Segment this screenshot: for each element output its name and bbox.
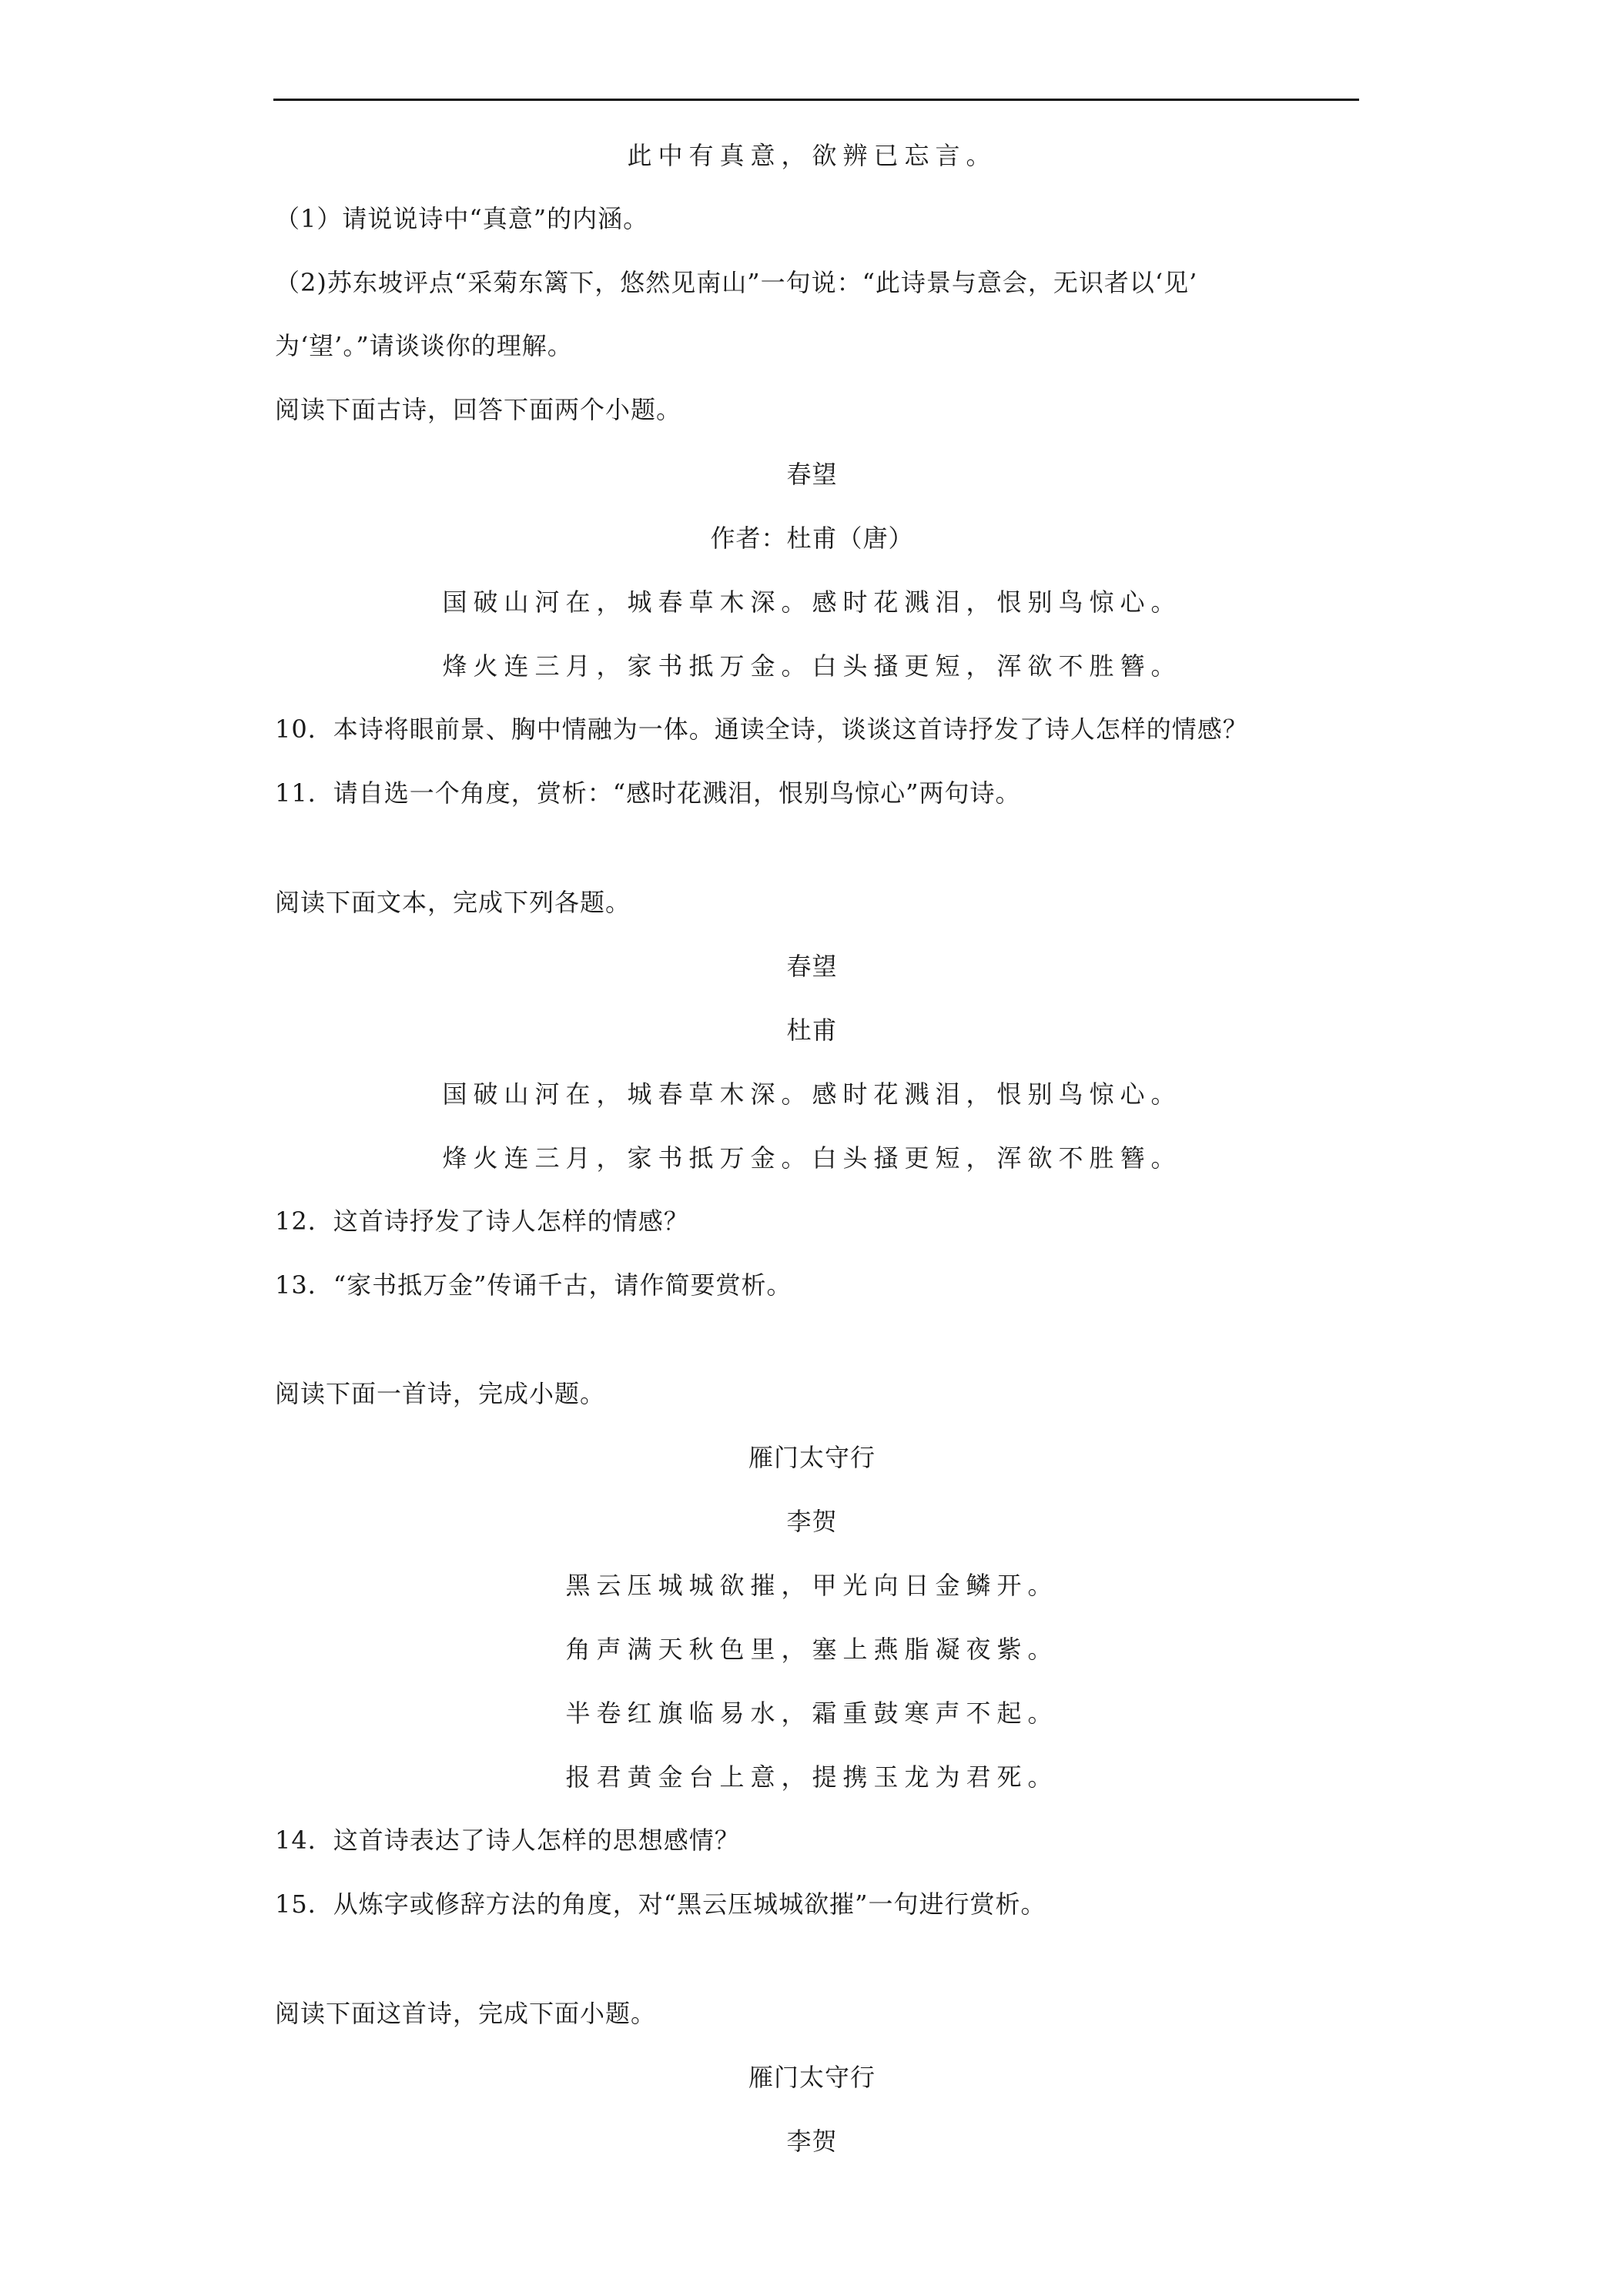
question-11: 11．请自选一个角度，赏析：“感时花溅泪，恨别鸟惊心”两句诗。 — [275, 778, 1021, 808]
instruction-text: 阅读下面文本，完成下列各题。 — [275, 888, 631, 917]
poem-title: 雁门太守行 — [748, 2063, 876, 2092]
question-text: （1）请说说诗中“真意”的内涵。 — [275, 204, 649, 233]
poem-author: 李贺 — [786, 2127, 838, 2156]
poem-line: 黑云压城城欲摧，甲光向日金鳞开。 — [565, 1571, 1059, 1600]
question-text: （2)苏东坡评点“采菊东篱下，悠然见南山”一句说：“此诗景与意会，无识者以‘见’ — [275, 268, 1198, 297]
poem-author: 杜甫 — [786, 1016, 838, 1045]
poem-title: 春望 — [786, 460, 838, 489]
poem-line: 国破山河在，城春草木深。感时花溅泪，恨别鸟惊心。 — [442, 587, 1182, 617]
poem-line: 角声满天秋色里，塞上燕脂凝夜紫。 — [565, 1635, 1059, 1664]
poem-line: 报君黄金台上意，提携玉龙为君死。 — [565, 1762, 1059, 1792]
question-10: 10．本诗将眼前景、胸中情融为一体。通读全诗，谈谈这首诗抒发了诗人怎样的情感？ — [275, 715, 1248, 744]
poem-line: 国破山河在，城春草木深。感时花溅泪，恨别鸟惊心。 — [442, 1079, 1182, 1109]
poem-line: 此中有真意，欲辨已忘言。 — [627, 141, 997, 170]
header-rule — [273, 99, 1359, 101]
question-15: 15．从炼字或修辞方法的角度，对“黑云压城城欲摧”一句进行赏析。 — [275, 1889, 1046, 1919]
poem-author: 李贺 — [786, 1507, 838, 1536]
poem-title: 春望 — [786, 952, 838, 981]
question-13: 13．“家书抵万金”传诵千古，请作简要赏析。 — [275, 1270, 792, 1300]
instruction-text: 阅读下面这首诗，完成下面小题。 — [275, 1999, 657, 2028]
question-text: 为‘望’。”请谈谈你的理解。 — [275, 331, 573, 360]
question-12: 12．这首诗抒发了诗人怎样的情感？ — [275, 1207, 689, 1236]
poem-line: 半卷红旗临易水，霜重鼓寒声不起。 — [565, 1699, 1059, 1728]
poem-title: 雁门太守行 — [748, 1443, 876, 1472]
question-14: 14．这首诗表达了诗人怎样的思想感情？ — [275, 1826, 740, 1855]
instruction-text: 阅读下面古诗，回答下面两个小题。 — [275, 395, 682, 424]
instruction-text: 阅读下面一首诗，完成小题。 — [275, 1379, 606, 1408]
poem-author: 作者：杜甫（唐） — [710, 524, 914, 553]
poem-line: 烽火连三月，家书抵万金。白头搔更短，浑欲不胜簪。 — [442, 1143, 1182, 1173]
poem-line: 烽火连三月，家书抵万金。白头搔更短，浑欲不胜簪。 — [442, 651, 1182, 681]
